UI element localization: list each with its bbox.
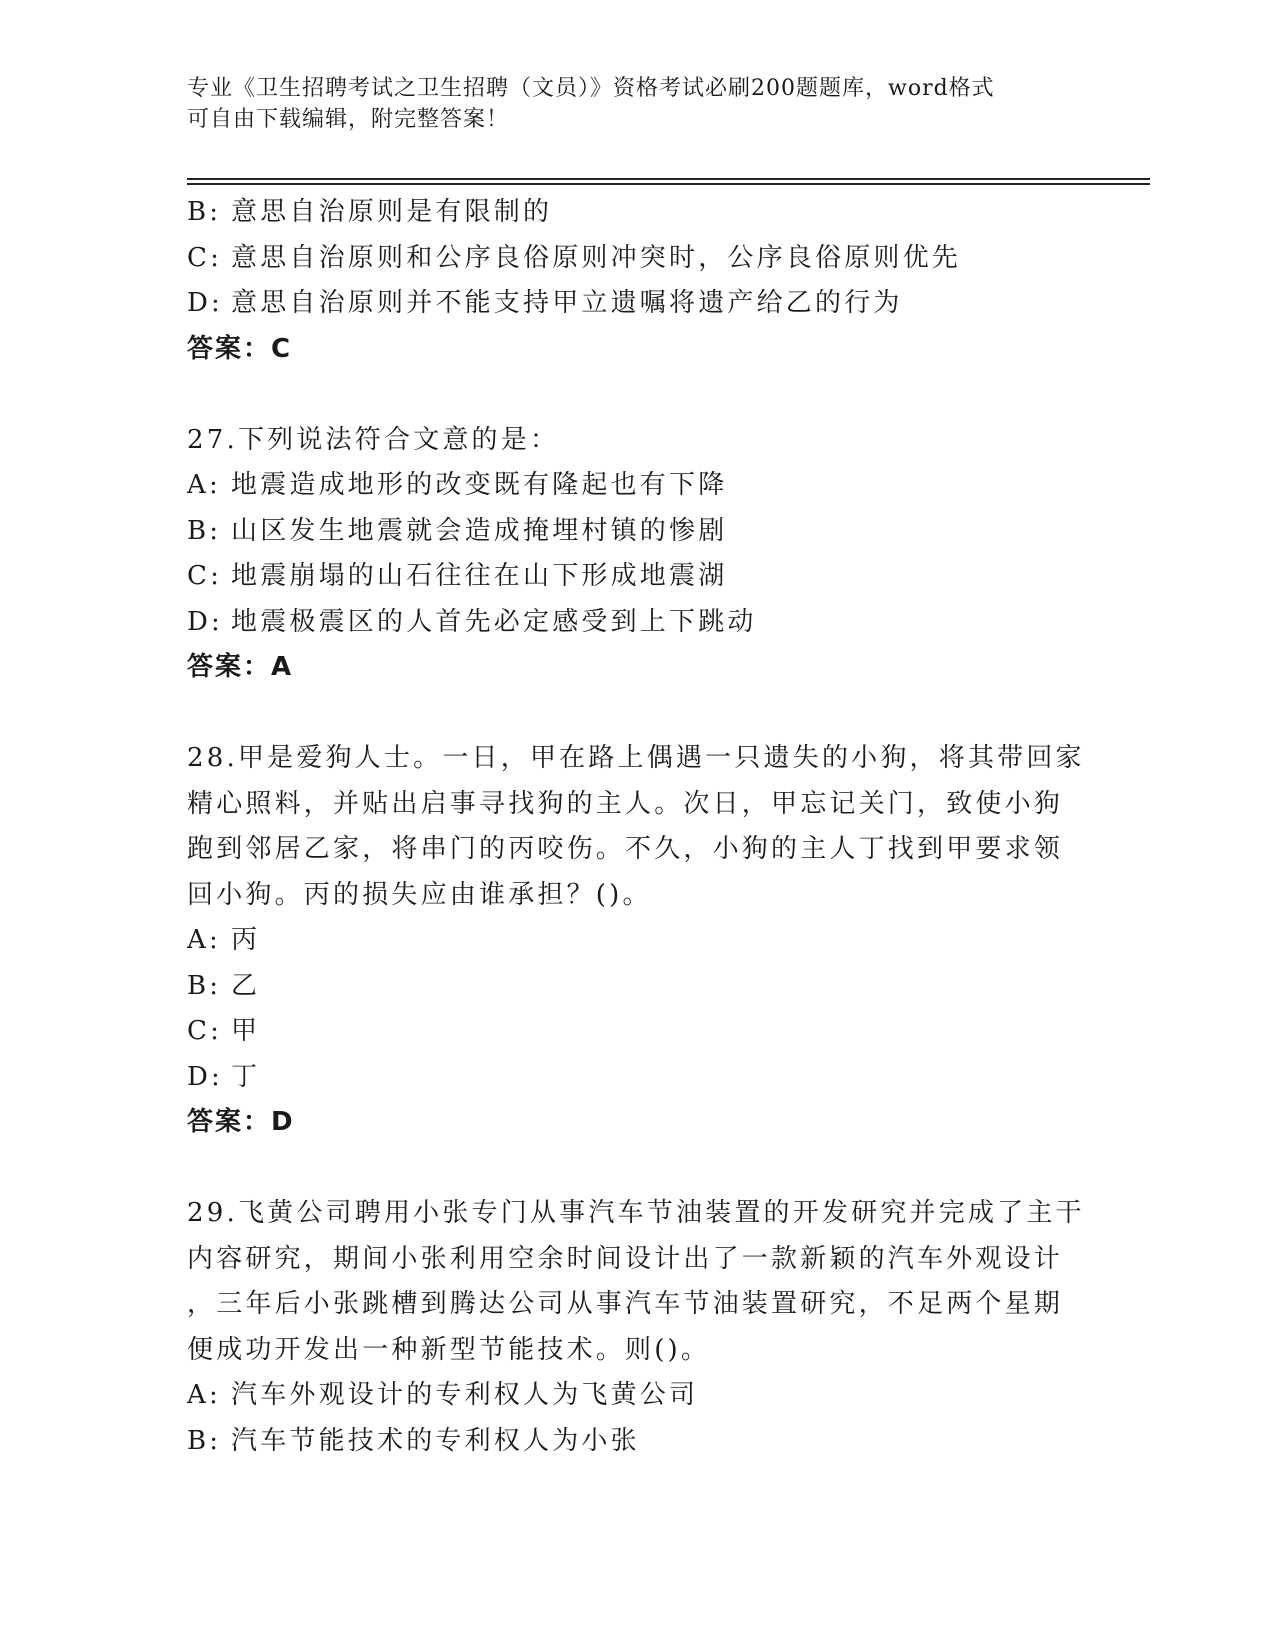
question-stem-line: ，三年后小张跳槽到腾达公司从事汽车节油装置研究，不足两个星期 xyxy=(187,1289,1064,1319)
question-29 xyxy=(187,1191,1087,1464)
option-letter: D: xyxy=(187,288,224,318)
option-letter: A: xyxy=(187,470,221,500)
option-b xyxy=(187,190,1087,236)
option-text: 甲 xyxy=(231,1016,261,1046)
question-stem-line: 精心照料，并贴出启事寻找狗的主人。次日，甲忘记关门，致使小狗 xyxy=(187,788,1064,819)
option-a xyxy=(187,918,1087,964)
option-text: 汽车外观设计的专利权人为飞黄公司 xyxy=(231,1380,699,1410)
option-a xyxy=(187,1373,1087,1419)
option-letter: B: xyxy=(187,970,222,1001)
option-b xyxy=(187,964,1087,1010)
option-c xyxy=(187,554,1087,600)
option-letter: B: xyxy=(187,515,222,546)
option-c xyxy=(187,236,1087,282)
option-d xyxy=(187,281,1087,327)
option-text: 地震崩塌的山石往往在山下形成地震湖 xyxy=(231,561,728,591)
option-letter: A: xyxy=(187,925,221,955)
option-letter: C: xyxy=(187,1016,223,1046)
option-a xyxy=(187,463,1087,509)
option-text: 地震造成地形的改变既有隆起也有下降 xyxy=(231,470,728,500)
option-d xyxy=(187,600,1087,646)
answer-line: 答案：A xyxy=(187,652,294,682)
question-stem-line: 内容研究，期间小张利用空余时间设计出了一款新颖的汽车外观设计 xyxy=(187,1243,1064,1274)
spacer xyxy=(187,372,1087,418)
option-c xyxy=(187,1009,1087,1055)
question-stem-line: 29.飞黄公司聘用小张专门从事汽车节油装置的开发研究并完成了主干 xyxy=(187,1198,1085,1228)
spacer xyxy=(187,691,1087,737)
spacer xyxy=(187,1146,1087,1192)
option-text: 意思自治原则并不能支持甲立遗嘱将遗产给乙的行为 xyxy=(231,288,903,318)
header-divider-bottom xyxy=(187,183,1150,185)
option-b xyxy=(187,509,1087,555)
header-divider-top xyxy=(187,178,1150,180)
option-text: 丁 xyxy=(231,1061,261,1092)
question-list xyxy=(187,190,1087,1464)
question-27 xyxy=(187,418,1087,691)
option-text: 意思自治原则是有限制的 xyxy=(231,197,553,227)
option-letter: D: xyxy=(187,1061,224,1092)
option-d xyxy=(187,1055,1087,1101)
option-letter: C: xyxy=(187,561,223,591)
question-stem-line: 跑到邻居乙家，将串门的丙咬伤。不久，小狗的主人丁找到甲要求领 xyxy=(187,834,1064,864)
header-line-1: 专业《卫生招聘考试之卫生招聘（文员）》资格考试必刷200题题库，word格式 xyxy=(187,76,995,101)
option-text: 丙 xyxy=(231,925,261,955)
answer-line: 答案：C xyxy=(187,333,293,364)
option-text: 乙 xyxy=(231,970,261,1001)
header-line-2: 可自由下载编辑，附完整答案！ xyxy=(187,107,510,132)
question-stem-line: 回小狗。丙的损失应由谁承担？()。 xyxy=(187,879,652,910)
option-b xyxy=(187,1419,1087,1465)
option-text: 地震极震区的人首先必定感受到上下跳动 xyxy=(231,606,757,637)
option-text: 意思自治原则和公序良俗原则冲突时，公序良俗原则优先 xyxy=(231,242,962,273)
question-stem: 27.下列说法符合文意的是： xyxy=(187,424,560,455)
question-28 xyxy=(187,736,1087,1146)
question-26-tail xyxy=(187,190,1087,372)
option-letter: C: xyxy=(187,242,223,273)
option-text: 汽车节能技术的专利权人为小张 xyxy=(231,1425,640,1456)
option-letter: A: xyxy=(187,1380,221,1410)
option-letter: B: xyxy=(187,1425,222,1456)
question-stem-line: 便成功开发出一种新型节能技术。则()。 xyxy=(187,1334,711,1365)
answer-line: 答案：D xyxy=(187,1107,295,1137)
option-letter: D: xyxy=(187,606,224,637)
document-header xyxy=(187,73,1067,135)
question-stem-line: 28.甲是爱狗人士。一日，甲在路上偶遇一只遗失的小狗，将其带回家 xyxy=(187,743,1085,773)
option-letter: B: xyxy=(187,197,222,227)
option-text: 山区发生地震就会造成掩埋村镇的惨剧 xyxy=(231,515,728,546)
